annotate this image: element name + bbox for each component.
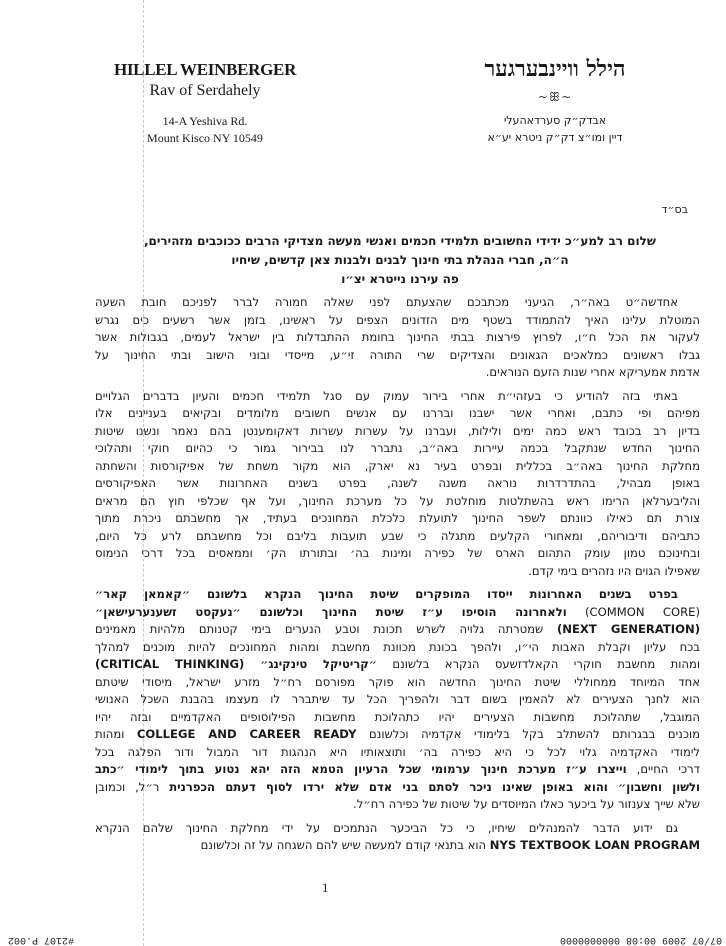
text-span: ומהות (95, 727, 137, 741)
text-line: אדמת אמעריקא אחרי שנות הזעם הנוראים. (485, 365, 700, 379)
text-span: בכח עליון וקבלת האבות הי״ו, ולהפך בכונת מכוונת מחשבת ומהות המחונכים להיות מוכנים למהלך (95, 639, 700, 654)
text-line (95, 674, 700, 692)
bold-text: ולאחרונה הוסיפו ע״ז שיטת החינוך וכלשונם ״נעקסט זשענערעישאן״ (95, 604, 567, 619)
paragraph (95, 388, 700, 581)
text-line: שאפילו הגוים היו נזהרים בימי קדם. (528, 563, 700, 578)
text-span: הוא לחנך הצעירים לא להאמין בשום דבר ולהפריך הכל עד שיתברר לו מעצמו בהבנת השכל האנושי (95, 692, 700, 706)
text-line (95, 796, 700, 814)
text-span: ומהות מחשבת חוקרי הקאלדזשעס הנקרא בלשונם (376, 657, 700, 671)
text-line: החינוך החדש שנתקבל בכמה עיירות באה״ב, נתברר לנו בבירור גמור כי כהיום חוקי ותהלוכי (95, 441, 700, 455)
text-span: שלא שייך צענזור על ביכער כאלו המיוסדים על שיטות של כפירה רח״ל. (353, 797, 700, 811)
text-line: גבלו ראשונים כמלאכים הגאונים והצדיקים שרי התורה זי״ע, מייסדי ובוני הישוב ובתי החינוך על (95, 347, 700, 362)
text-line: מחלקת החינוך באה״ב בכללית ובפרט בעיר נא יארק, הוא מקור משחת של אפיקורסות והשחתה (95, 458, 700, 473)
page-number: 1 (322, 880, 329, 895)
text-line (95, 586, 700, 604)
text-span: (COMMON CORE) (566, 604, 700, 619)
text-line (95, 604, 700, 622)
text-line: אחדשה״ט באה״ר, הגיעני מכתבכם שהצעתם לפני שאלה חמורה לברר לפניכם חובת השעה (95, 295, 678, 309)
text-line: ובחינוכם טמון עומק התהום הארס של כפירה ומינות בה׳ ובתורתו הק׳ וממאסים בכל דרכי הנימוס (95, 546, 700, 560)
greeting-line: ה״ה, חברי הנהלת בתי חינוך לבנים ולבנות צאן קדשים, שיחיו (231, 253, 569, 267)
greeting-line: שלום רב למע״כ ידידי החשובים תלמידי חכמים ואנשי מעשה מצדיקי הרבים ככוכבים מזהירים, (143, 234, 656, 248)
letterhead-english-title: Rav of Serdahely (149, 82, 261, 99)
text-line: המוטלת עלינו האיך להתמודד בשטף מים הזדונים הצפים על ראשינו, בזמן אשר רשעים כים נגרש (95, 312, 700, 327)
text-line: צורת תם כאילו כוונתם לשפר החינוך לתועלת כלכלת המחונכים בעתיד, אך מחשבתם ניכרת מתוך (95, 511, 700, 525)
text-line (95, 761, 700, 779)
letterhead-hebrew-title2: דיין ומו״צ דק״ק ניטרא יע״א (487, 131, 623, 144)
letterhead-english-name: HILLEL WEINBERGER (113, 60, 297, 79)
letterhead-hebrew-name: הילל וויינבערגער (484, 56, 626, 82)
bold-text: וייצרו ע״ז מערכת חינוך ערמומי שכל הרעיון הטמא הזה יהא נטוע בתוך לימודי ״כתב (95, 762, 627, 776)
greeting-line: פה עירנו נייטרא יצ״ו (341, 272, 459, 286)
bold-text: COLLEGE AND CAREER READY (136, 727, 357, 741)
text-span: לימודי האקדמיה גלוי לכל כי היא כפירה בה׳ ותוצאותיו היא הנהגות דור המבול ודור הפלגה בכל (95, 744, 700, 759)
text-line (95, 744, 700, 762)
letterhead-hebrew-title1: אבדק״ק סערדאהעלי (503, 114, 607, 127)
text-line: כתביהם ודיבוריהם, ומאחורי הקלעים מתגלה כי שבע תועבות בליבם וכל מחשבתם לרע כל היום, (95, 528, 700, 543)
fax-footer-right: 07/07 2009 00:08 0000000000 (559, 934, 722, 945)
text-span: גם ידוע הדבר להמנהלים שיחיו, כי כל הביכער הנתמכים על ידי מחלקת החינוך שלהם הנקרא (95, 820, 678, 835)
bold-text: ״קריטיקל טינקינג״ (CRITICAL THINKING) (95, 657, 377, 671)
text-span: מוכנים בבגרותם להשתלב בקל בלימודי אקדמיה וכלשונם (356, 727, 700, 741)
text-span: דרכי החיים, (626, 762, 700, 776)
text-line: בדיון רב בכובד ראש כמה ימים ולילות, ועברנו על עשרות עשרות דאקומענטן בהם נאמר ונשנו שיטות (95, 423, 700, 438)
text-line: לעקור את הכל ח״ו, לפרוץ פירצות בבתי החינוך בחומת ההתבדלות בין ישראל לעמים, בגבולות אשר (95, 330, 700, 344)
text-line (95, 779, 700, 797)
text-span: אחד המיוחד ממחוללי שיטת החינוך החדשה הוא פוקר מפורסם רח״ל מזרע ישראל, מיסודי שיטתם (95, 674, 700, 689)
text-line: באתי בזה להודיע כי בעזהי״ת אחרי בירור עמוק עם סגל תלמידי חכמים והעיון בדברים הגלויים (95, 388, 678, 403)
bold-text: NYS TEXTBOOK LOAN PROGRAM (489, 838, 700, 852)
text-span: המוגבל, שתהלוכת מחשבות הצעירים יהיו כתהלוכת מחשבות הפילוסופים האקדמיים ובזה יהיו (95, 709, 700, 724)
fax-footer-left: #2107 P.002 (8, 934, 75, 945)
text-line (95, 621, 700, 639)
ornament-icon: ~ꕥ~ (537, 90, 573, 104)
bsd-mark: בס״ד (661, 203, 688, 216)
text-span: ר״ל, וכמובן (95, 779, 170, 794)
text-line (95, 726, 700, 744)
text-span: הוא בתנאי קודם למעשה שיש להם השגחה על זה וכלשונם (200, 838, 490, 852)
bold-text: בפרט בשנים האחרונות ייסדו המופקרים שיטת החינוך הנקרא בלשונם ״קאמאן קאר״ (95, 587, 678, 601)
letterhead-address-line2: Mount Kisco NY 10549 (147, 131, 263, 145)
bold-text: ולשון וחשבון״ והוא באופן שאינו ניכר לסתם בני אדם שלא ירדו לסוף דעתם הכפרנית (169, 779, 700, 794)
text-line: באופן מבהיל, בהתדרדרות נוראה משנה לשנה, בפרט בשנים האחרונות אשר האפיקורסים (95, 476, 700, 490)
bold-text: (NEXT GENERATION) (556, 622, 700, 636)
text-line (95, 820, 700, 838)
paragraph (95, 820, 700, 855)
text-line (95, 837, 700, 855)
text-line (95, 709, 700, 727)
paragraph (95, 294, 700, 382)
text-line: מפיהם ופי כתבם, ואחרי אשר ישבנו ובררנו עם אנשים חשובים מלומדים ובקיאים בעניינים אלו (95, 406, 700, 420)
text-line (95, 691, 700, 709)
text-line (95, 639, 700, 657)
letter-body (95, 294, 700, 855)
text-line: והליבערלאן הרימו ראש בהשתלטות מוחלטת על כל מערכת החינוך, ועל אף שכלפי חוץ הם מראים (95, 493, 700, 508)
paragraph (95, 586, 700, 814)
text-line (95, 656, 700, 674)
text-span: שמטרתה גלויה לשרש תכונת וטבע הנערים בימי קטנותם מלהיות מאמינים (95, 622, 557, 636)
letterhead-address-line1: 14-A Yeshiva Rd. (162, 114, 248, 128)
